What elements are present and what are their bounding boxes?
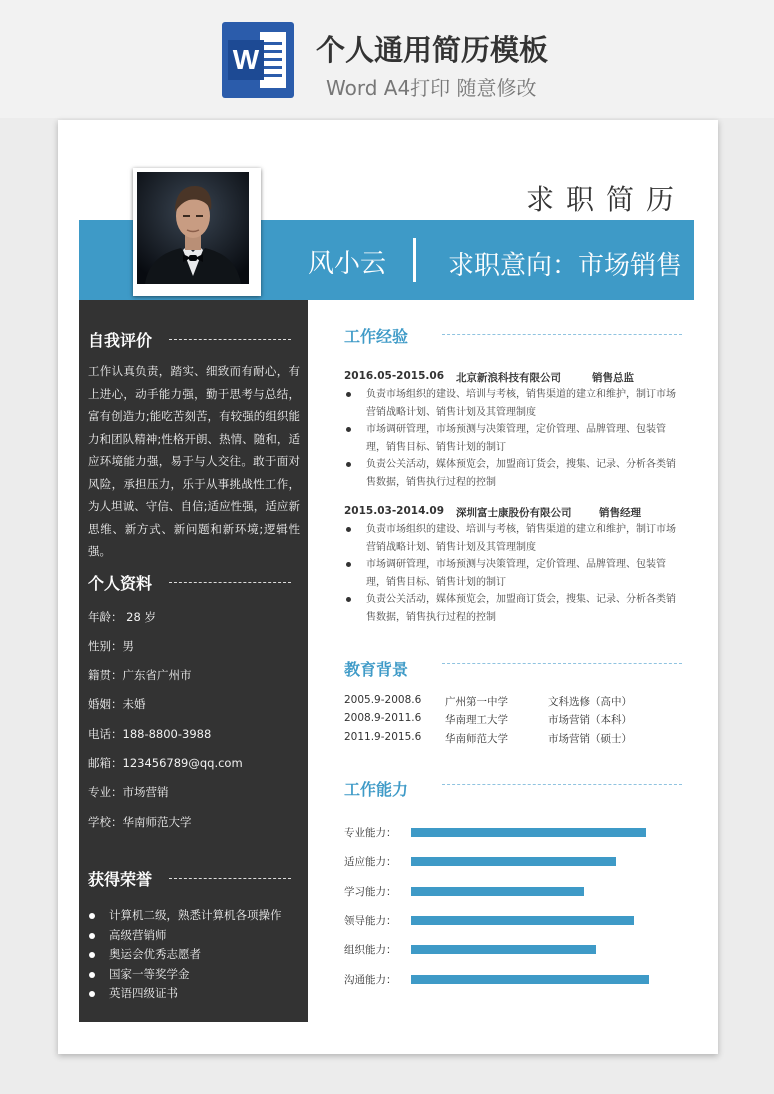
- edu-period: 2008.9-2011.6: [344, 712, 422, 724]
- profile-school: 学校：华南师范大学: [88, 815, 192, 829]
- job-2-period: 2015.03-2014.09: [344, 505, 445, 517]
- profile-major: 专业：市场营销: [88, 785, 169, 799]
- skill-label: 专业能力：: [344, 827, 397, 839]
- list-item: 国家一等奖学金: [88, 965, 282, 985]
- list-item: 负责公关活动，媒体预览会，加盟商订货会，搜集、记录、分析各类销售数据，销售执行过程的控制: [344, 456, 679, 491]
- table-row: [344, 694, 679, 708]
- skill-bar: [411, 945, 596, 954]
- list-item: 市场调研管理，市场预测与决策管理，定价管理、品牌管理、包装管理，销售目标、销售计划的制订: [344, 421, 679, 456]
- profile-hometown: 籍贯：广东省广州市: [88, 668, 192, 682]
- job-1-duties: [344, 386, 679, 491]
- profile-heading: 个人资料: [88, 574, 153, 593]
- education-rule: [442, 663, 682, 664]
- skill-label: 组织能力：: [344, 944, 397, 956]
- template-subtitle: Word A4打印 随意修改: [326, 76, 537, 100]
- skill-track: [411, 857, 661, 866]
- skill-row-professional: [344, 825, 679, 839]
- edu-school: 华南师范大学: [445, 733, 508, 745]
- sidebar: [79, 300, 308, 1022]
- list-item: 负责公关活动，媒体预览会，加盟商订货会，搜集、记录、分析各类销售数据，销售执行过程的控制: [344, 591, 679, 626]
- profile-email: 邮箱：123456789@qq.com: [88, 756, 243, 770]
- skill-label: 领导能力：: [344, 915, 397, 927]
- skill-bar: [411, 916, 634, 925]
- profile-age: 年龄： 28 岁: [88, 610, 156, 624]
- skills-rule: [442, 784, 682, 785]
- skill-row-leadership: [344, 913, 679, 927]
- honors-list: [88, 906, 282, 1004]
- skill-track: [411, 916, 661, 925]
- list-item: 英语四级证书: [88, 984, 282, 1004]
- profile-marital: 婚姻：未婚: [88, 697, 146, 711]
- template-title: 个人通用简历模板: [316, 33, 549, 67]
- edu-period: 2011.9-2015.6: [344, 731, 422, 743]
- skill-bar: [411, 857, 616, 866]
- list-item: 市场调研管理，市场预测与决策管理，定价管理、品牌管理、包装管理，销售目标、销售计划的制订: [344, 556, 679, 591]
- skill-label: 沟通能力：: [344, 974, 397, 986]
- job-2-title: 销售经理: [599, 507, 641, 519]
- education-heading: 教育背景: [344, 660, 409, 679]
- self-eval-heading: 自我评价: [88, 331, 153, 350]
- job-2-header: [344, 505, 679, 519]
- candidate-name: 风小云: [308, 249, 387, 279]
- profile-photo: [133, 168, 261, 296]
- word-icon-letter: W: [228, 40, 264, 80]
- edu-period: 2005.9-2008.6: [344, 694, 422, 706]
- list-item: 高级营销师: [88, 926, 282, 946]
- skill-track: [411, 828, 661, 837]
- skill-row-organization: [344, 942, 679, 956]
- self-eval-rule: [169, 339, 291, 340]
- profile-gender: 性别：男: [88, 639, 134, 653]
- skills-heading: 工作能力: [344, 780, 409, 799]
- skill-label: 适应能力：: [344, 856, 397, 868]
- skill-track: [411, 887, 661, 896]
- avatar: [137, 172, 249, 284]
- job-2-company: 深圳富士康股份有限公司: [456, 507, 572, 519]
- job-1-header: [344, 370, 679, 384]
- edu-major: 文科选修（高中）: [548, 696, 632, 708]
- word-document-icon: [222, 22, 294, 98]
- job-1-company: 北京新浪科技有限公司: [456, 372, 561, 384]
- profile-rule: [169, 582, 291, 583]
- skill-row-adaptability: [344, 854, 679, 868]
- skill-track: [411, 975, 661, 984]
- table-row: [344, 731, 679, 745]
- self-eval-text: 工作认真负责，踏实、细致而有耐心，有上进心，动手能力强，勤于思考与总结，富有创造力;能吃苦刻苦，有较强的组织能力和团队精神;性格开朗、热情、随和，适应环境能力强，易于与人交往。敢于面对风险，承担压力，乐于从事挑战性工作，为人坦诚、守信、自信;适应性强，适应新思维、新方式、新问题和新环境;逻辑性强。: [88, 364, 300, 558]
- experience-rule: [442, 334, 682, 335]
- name-divider: [413, 238, 416, 282]
- edu-school: 华南理工大学: [445, 714, 508, 726]
- list-item: 负责市场组织的建设、培训与考核，销售渠道的建立和维护，制订市场营销战略计划、销售计划及其管理制度: [344, 386, 679, 421]
- skill-label: 学习能力：: [344, 886, 397, 898]
- honors-heading: 获得荣誉: [88, 870, 153, 889]
- edu-major: 市场营销（硕士）: [548, 733, 632, 745]
- job-1-period: 2016.05-2015.06: [344, 370, 445, 382]
- list-item: 奥运会优秀志愿者: [88, 945, 282, 965]
- honors-rule: [169, 878, 291, 879]
- profile-phone: 电话：188-8800-3988: [88, 727, 212, 741]
- header-banner: [0, 0, 774, 118]
- skill-row-communication: [344, 972, 679, 986]
- edu-school: 广州第一中学: [445, 696, 508, 708]
- resume-doc-title: 求职简历: [526, 183, 687, 216]
- skill-bar: [411, 828, 646, 837]
- resume-page: [58, 120, 718, 1054]
- job-1-title: 销售总监: [592, 372, 634, 384]
- list-item: 计算机二级，熟悉计算机各项操作: [88, 906, 282, 926]
- skill-bar: [411, 887, 584, 896]
- table-row: [344, 712, 679, 726]
- experience-heading: 工作经验: [344, 327, 409, 346]
- edu-major: 市场营销（本科）: [548, 714, 632, 726]
- list-item: 负责市场组织的建设、培训与考核，销售渠道的建立和维护，制订市场营销战略计划、销售计划及其管理制度: [344, 521, 679, 556]
- job-2-duties: [344, 521, 679, 626]
- portrait-illustration: [137, 172, 249, 284]
- skill-bar: [411, 975, 649, 984]
- skill-track: [411, 945, 661, 954]
- skill-row-learning: [344, 884, 679, 898]
- job-objective: 求职意向：市场销售: [448, 251, 683, 281]
